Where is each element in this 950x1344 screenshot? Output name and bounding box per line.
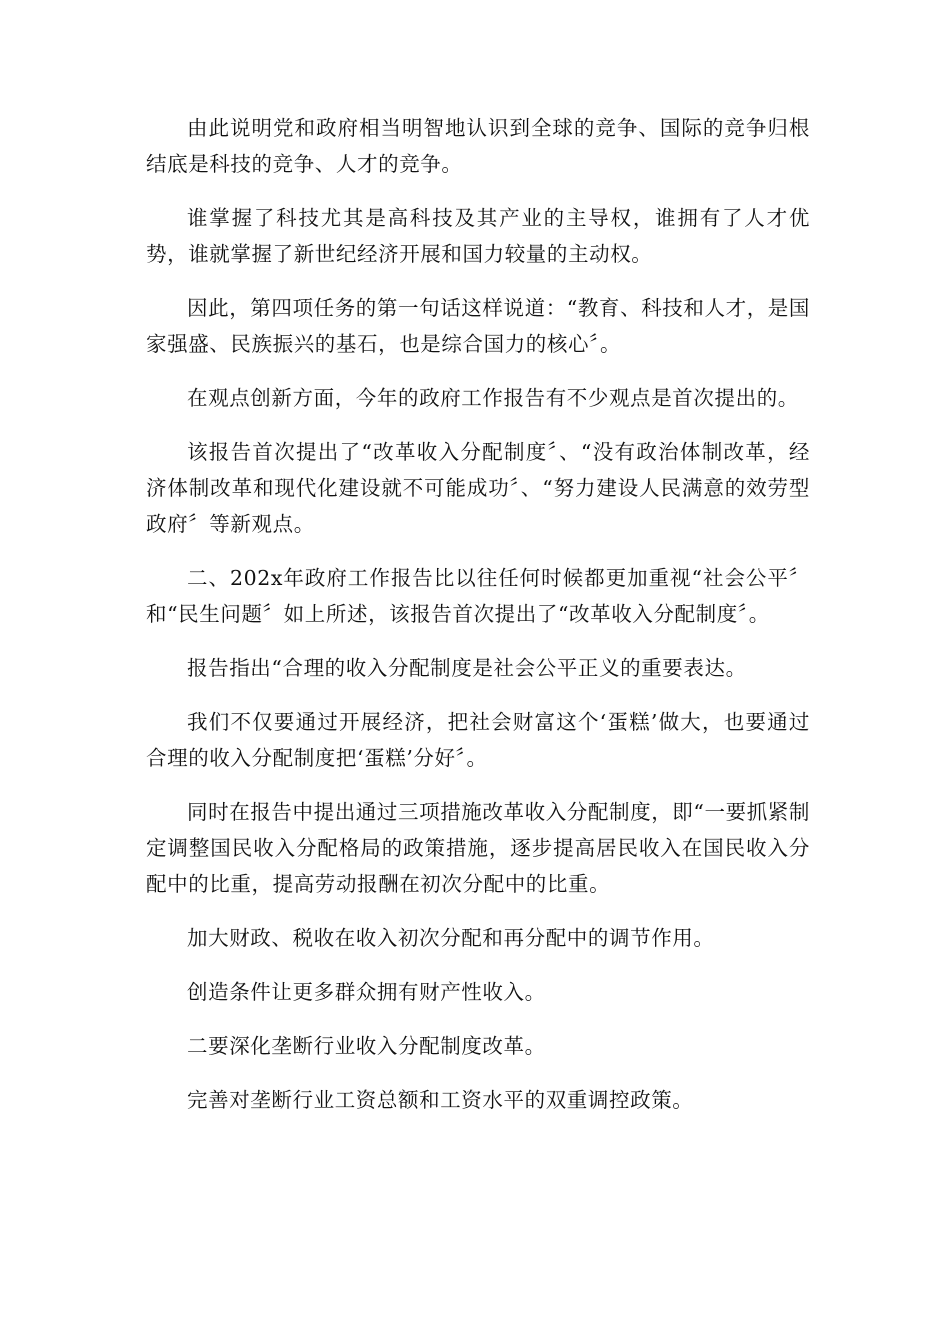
document-page <box>146 110 810 1136</box>
paragraph-5: 该报告首次提出了“改革收入分配制度〞、“没有政治体制改革，经济体制改革和现代化建设就不可能成功〞、“努力建设人民满意的效劳型政府〞等新观点。 <box>146 440 810 536</box>
paragraph-11: 创造条件让更多群众拥有财产性收入。 <box>187 980 546 1004</box>
paragraph-10: 加大财政、税收在收入初次分配和再分配中的调节作用。 <box>187 926 715 950</box>
paragraph-13: 完善对垄断行业工资总额和工资水平的双重调控政策。 <box>187 1088 694 1112</box>
paragraph-2: 谁掌握了科技尤其是高科技及其产业的主导权，谁拥有了人才优势，谁就掌握了新世纪经济开展和国力较量的主动权。 <box>146 206 810 266</box>
paragraph-7: 报告指出“合理的收入分配制度是社会公平正义的重要表达。 <box>187 656 747 680</box>
paragraph-8: 我们不仅要通过开展经济，把社会财富这个‘蛋糕’做大，也要通过合理的收入分配制度把‘蛋糕’分好〞。 <box>146 710 810 770</box>
paragraph-1: 由此说明党和政府相当明智地认识到全球的竞争、国际的竞争归根结底是科技的竞争、人才的竞争。 <box>146 116 810 176</box>
paragraph-3: 因此，第四项任务的第一句话这样说道：“教育、科技和人才，是国家强盛、民族振兴的基石，也是综合国力的核心〞。 <box>146 296 810 356</box>
paragraph-12: 二要深化垄断行业收入分配制度改革。 <box>187 1034 546 1058</box>
paragraph-6: 二、202x年政府工作报告比以往任何时候都更加重视“社会公平〞和“民生问题〞如上所述，该报告首次提出了“改革收入分配制度〞。 <box>146 566 810 626</box>
paragraph-4: 在观点创新方面，今年的政府工作报告有不少观点是首次提出的。 <box>187 386 799 410</box>
paragraph-9: 同时在报告中提出通过三项措施改革收入分配制度，即“一要抓紧制定调整国民收入分配格局的政策措施，逐步提高居民收入在国民收入分配中的比重，提高劳动报酬在初次分配中的比重。 <box>146 800 810 896</box>
